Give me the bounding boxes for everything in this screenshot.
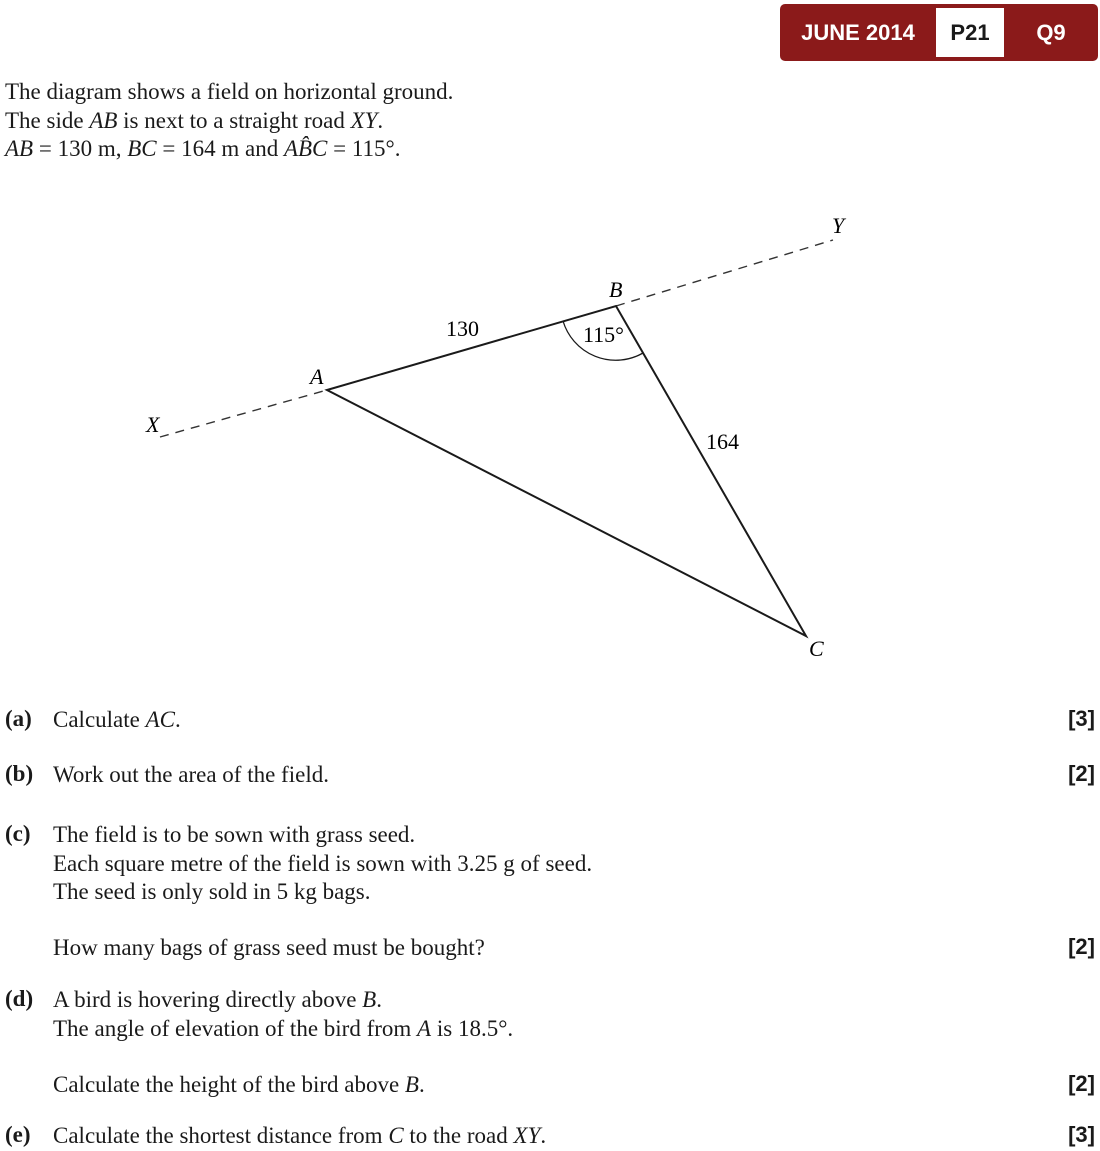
part-c-marks: [2] — [1068, 934, 1095, 959]
part-d-label: (d) — [5, 986, 34, 1011]
side-bc-length: 164 — [706, 429, 739, 454]
label-c: C — [809, 636, 824, 661]
intro-line-1: The diagram shows a field on horizontal ground. — [5, 79, 454, 104]
part-c-text: The field is to be sown with grass seed. Each square metre of the field is sown with 3.25 g of seed. The seed is only sold in 5 kg bags. — [53, 822, 593, 904]
label-a: A — [310, 364, 324, 389]
road-xa-dashed — [160, 390, 327, 437]
part-c-label: (c) — [5, 821, 31, 846]
part-d-text: A bird is hovering directly above B. The angle of elevation of the bird from A is 18.5°. — [53, 987, 514, 1041]
road-by-dashed — [616, 240, 833, 306]
part-a-marks: [3] — [1068, 706, 1095, 731]
part-b-marks: [2] — [1068, 761, 1095, 786]
part-e-label: (e) — [5, 1122, 31, 1147]
part-d-marks: [2] — [1068, 1071, 1095, 1096]
part-b-text: Work out the area of the field. — [53, 762, 329, 787]
part-b-label: (b) — [5, 761, 34, 786]
part-e-marks: [3] — [1068, 1122, 1095, 1147]
label-y: Y — [832, 213, 845, 238]
angle-b-value: 115° — [583, 322, 624, 347]
label-x: X — [146, 412, 160, 437]
paper-code: P21 — [936, 8, 1004, 57]
label-b: B — [609, 277, 623, 302]
field-triangle — [327, 306, 806, 636]
question-number: Q9 — [1036, 19, 1066, 45]
part-e-text: Calculate the shortest distance from C to the road XY. — [53, 1123, 547, 1148]
part-a-text: Calculate AC. — [53, 707, 181, 732]
exam-date: JUNE 2014 — [801, 19, 915, 45]
part-d-question: Calculate the height of the bird above B. — [53, 1072, 425, 1097]
part-a-label: (a) — [5, 706, 32, 731]
side-ab-length: 130 — [446, 316, 479, 341]
part-c-question: How many bags of grass seed must be bought? — [53, 935, 485, 960]
intro-line-3: AB = 130 m, BC = 164 m and AB̂C = 115°. — [5, 136, 401, 161]
intro-line-2: The side AB is next to a straight road XY. — [5, 107, 384, 133]
